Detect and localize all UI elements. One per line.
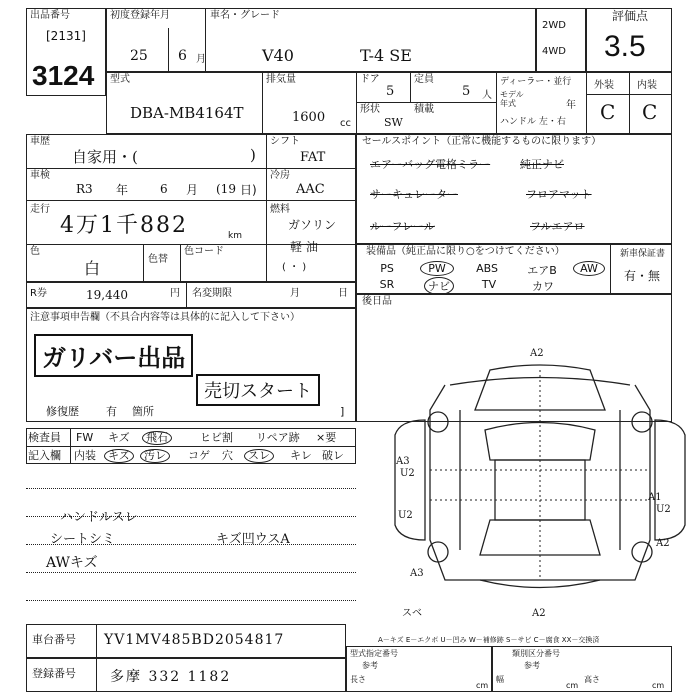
- equipment-item: TV: [481, 278, 497, 291]
- length-unit: cm: [476, 681, 489, 690]
- repair-bracket: ]: [340, 405, 345, 418]
- chassis-number: YV1MV485BD2054817: [104, 632, 285, 648]
- drive-2wd: 2WD: [542, 20, 566, 31]
- equipment-item: カワ: [532, 280, 554, 293]
- recycle-value: 19,440: [86, 288, 128, 302]
- inspector-item: 穴: [222, 449, 233, 462]
- grade: T-4 SE: [360, 46, 412, 65]
- repair-value: 有: [106, 405, 117, 418]
- inspection-day-unit: 日): [240, 183, 257, 197]
- inspection-day: (19: [216, 182, 236, 196]
- inspection-month-unit: 月: [186, 183, 199, 197]
- doors-label: ドア: [360, 74, 380, 85]
- sales-point-item: サーキュレーター: [370, 188, 458, 201]
- inspector-label-2: 記入欄: [28, 449, 61, 462]
- notes-label: 注意事項申告欄（不具合内容等は具体的に記入して下さい）: [30, 312, 300, 323]
- shift-value: FAT: [300, 150, 326, 165]
- sales-point-item: ルーフレール: [370, 220, 435, 233]
- doors-value: 5: [386, 84, 395, 99]
- history-value: 自家用・(: [72, 148, 138, 166]
- inspection-year: R3: [76, 182, 93, 196]
- equipment-item: PS: [380, 262, 394, 275]
- color-value: 白: [84, 259, 101, 278]
- damage-legend: A－キズ E－エクボ U－凹み W－補修跡 S－サビ C－腐食 XX－交換済: [378, 636, 600, 644]
- damage-mark: A2: [656, 538, 670, 549]
- model-value: DBA-MB4164T: [130, 104, 244, 122]
- year-unit: 年: [566, 100, 576, 111]
- lot-number: 3124: [32, 60, 95, 91]
- inspector-item: スレ: [244, 449, 274, 463]
- mileage-value: 4万1千882: [60, 213, 188, 238]
- sales-point-item: 純正ナビ: [520, 158, 564, 171]
- equipment-item: AW: [573, 261, 605, 276]
- inspector-item: 飛石: [142, 431, 172, 445]
- model-label: 型式: [110, 74, 130, 85]
- capacity-label: 定員: [414, 74, 434, 85]
- stamp-sell-start: 売切スタート: [196, 374, 320, 406]
- recycle-row: [26, 282, 356, 308]
- equipment-label: 装備品（純正品に限り○をつけてください）: [366, 246, 565, 257]
- car-name: V40: [262, 46, 294, 65]
- inspector-item: キズ: [104, 449, 134, 463]
- car-name-label: 車名・グレード: [210, 10, 280, 21]
- inspector-item: FW: [76, 431, 94, 444]
- handwritten-note: ハンドルスレ: [60, 510, 138, 525]
- fuel-other: ( ・ ): [282, 262, 307, 273]
- lot-label: 出品番号: [30, 10, 70, 21]
- sales-point-item: フルエアロ: [530, 220, 585, 233]
- damage-mark: A1: [648, 492, 662, 503]
- registration-number: 多摩 332 1182: [110, 669, 232, 685]
- handle-label: ハンドル 左・右: [500, 117, 566, 127]
- exterior-label: 外装: [594, 80, 614, 91]
- stamp-gulliver: ガリバー出品: [34, 334, 193, 377]
- cc-unit: cc: [340, 118, 351, 129]
- model-year-label: モデル年式: [500, 90, 524, 108]
- first-reg-year: 25: [130, 48, 148, 64]
- capacity-value: 5: [462, 84, 471, 99]
- height-label: 高さ: [584, 675, 600, 684]
- warranty-label: 新車保証書: [620, 249, 666, 259]
- inspector-item: ×要: [316, 431, 337, 444]
- model-spec-ref: 参考: [362, 661, 378, 670]
- class-ref: 参考: [524, 661, 540, 670]
- inspector-item: コゲ: [188, 449, 210, 462]
- name-change-day: 日: [338, 288, 348, 299]
- damage-mark: A2: [530, 348, 544, 359]
- color-change-label: 色替: [148, 254, 168, 265]
- damage-mark: U2: [398, 510, 413, 521]
- fuel-gas: ガソリン: [288, 218, 337, 232]
- interior-label: 内装: [637, 80, 657, 91]
- recycle-unit: 円: [170, 288, 180, 299]
- width-unit: cm: [566, 681, 579, 690]
- displacement-label: 排気量: [266, 74, 296, 85]
- inspector-item: キズ: [108, 431, 130, 444]
- equipment-item: PW: [420, 261, 454, 276]
- drive-4wd: 4WD: [542, 46, 566, 57]
- warranty-value: 有・無: [624, 269, 661, 283]
- inspector-item: リペア跡: [256, 431, 300, 444]
- month-unit: 月: [196, 54, 206, 65]
- damage-mark: A2: [532, 608, 546, 619]
- inspector-item: 内装: [74, 449, 96, 462]
- handwritten-note: キズ凹ウスA: [216, 532, 290, 547]
- ac-label: 冷房: [270, 170, 290, 181]
- inspection-label: 車検: [30, 170, 50, 181]
- color-code-label: 色コード: [184, 246, 224, 257]
- equipment-item: SR: [379, 278, 395, 291]
- registration-label: 登録番号: [32, 667, 76, 680]
- header-row: [106, 8, 536, 72]
- mileage-unit: km: [228, 231, 242, 241]
- inspection-year-unit: 年: [116, 183, 129, 197]
- repair-place: 箇所: [132, 405, 154, 418]
- lot-code: [2131]: [46, 29, 86, 43]
- inspector-item: キレ: [290, 449, 312, 462]
- height-unit: cm: [652, 681, 665, 690]
- person-unit: 人: [482, 90, 492, 101]
- fuel-light: 軽 油: [290, 240, 318, 254]
- damage-mark: スベ: [402, 608, 422, 619]
- sales-point-item: エアーバッグ電格ミラー: [370, 158, 491, 171]
- class-label: 類別区分番号: [512, 649, 560, 658]
- load-label: 積載: [414, 104, 434, 115]
- dealer-label: ディーラー・並行: [500, 77, 572, 87]
- fuel-label: 燃料: [270, 204, 290, 215]
- model-spec-label: 型式指定番号: [350, 649, 398, 658]
- inspector-item: 破レ: [322, 449, 344, 462]
- shape-value: SW: [384, 116, 403, 129]
- color-label: 色: [30, 246, 40, 257]
- equipment-item: ABS: [476, 262, 498, 275]
- handwritten-note: AWキズ: [46, 555, 98, 571]
- name-change-month: 月: [290, 288, 300, 299]
- damage-mark: A3: [396, 456, 410, 467]
- rating-value: 3.5: [604, 30, 646, 63]
- exterior-grade: C: [600, 100, 616, 124]
- first-reg-label: 初度登録年月: [110, 10, 170, 21]
- history-close: ): [250, 146, 256, 164]
- inspector-item: 汚レ: [140, 449, 170, 463]
- rating-label: 評価点: [612, 9, 649, 23]
- chassis-label: 車台番号: [32, 633, 76, 646]
- equipment-item: ナビ: [424, 277, 454, 295]
- sales-point-item: フロアマット: [526, 188, 592, 201]
- car-damage-diagram: [390, 340, 690, 620]
- ac-value: AAC: [296, 182, 325, 197]
- mileage-label: 走行: [30, 204, 50, 215]
- inspector-label-1: 検査員: [28, 431, 61, 444]
- recycle-label: R券: [30, 288, 47, 299]
- length-label: 長さ: [350, 675, 366, 684]
- damage-mark: U2: [656, 504, 671, 515]
- damage-mark: U2: [400, 468, 415, 479]
- inspector-item: ヒビ割: [200, 431, 233, 444]
- sales-points-label: セールスポイント（正常に機能するものに限ります）: [362, 136, 602, 147]
- shape-label: 形状: [360, 104, 380, 115]
- handwritten-note: シートシミ: [50, 532, 116, 547]
- history-label: 車歴: [30, 136, 50, 147]
- name-change-label: 名変期限: [192, 288, 232, 299]
- interior-grade: C: [642, 100, 658, 124]
- repair-label: 修復歴: [46, 405, 79, 418]
- later-date-label: 後日品: [362, 296, 392, 307]
- damage-mark: A3: [410, 568, 424, 579]
- shift-label: シフト: [270, 136, 300, 147]
- displacement-value: 1600: [292, 110, 326, 125]
- width-label: 幅: [496, 675, 504, 684]
- drive-box: [536, 8, 586, 72]
- inspection-month: 6: [160, 182, 168, 196]
- first-reg-month: 6: [178, 48, 187, 64]
- equipment-item: エアB: [527, 264, 557, 277]
